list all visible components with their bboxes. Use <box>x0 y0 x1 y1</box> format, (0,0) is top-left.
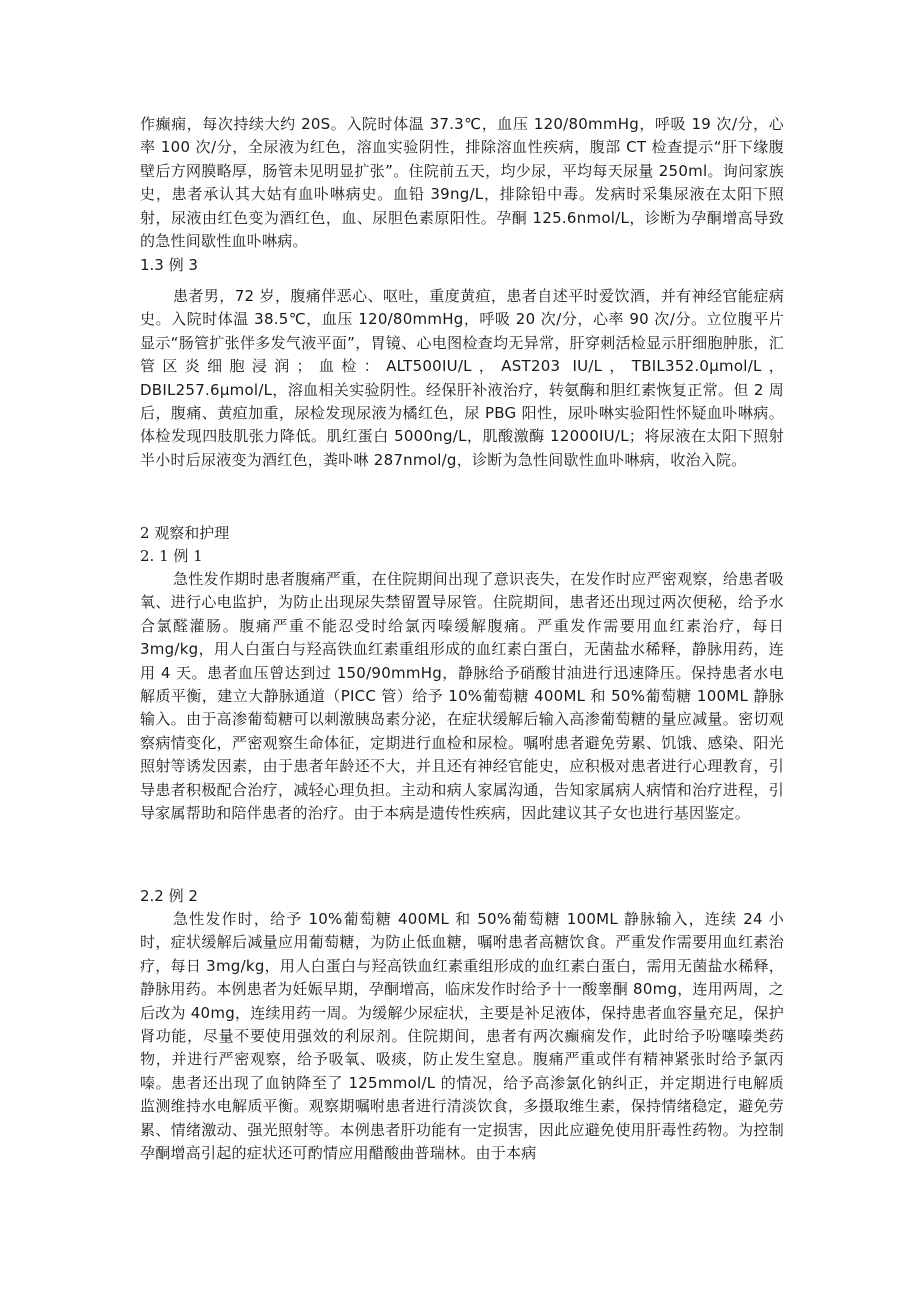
care1-heading-block <box>140 545 784 568</box>
section2-heading-block <box>140 522 784 545</box>
care1-heading: 2. 1 例 1 <box>140 547 203 565</box>
care1-paragraph: 急性发作期时患者腹痛严重，在住院期间出现了意识丧失，在发作时应严密观察，给患者吸氧、进行心电监护，为防止出现尿失禁留置导尿管。住院期间，患者还出现过两次便秘，给予水合氯醛灌肠。腹痛严重不能忍受时给氯丙嗪缓解腹痛。严重发作需要用血红素治疗，每日 3mg/kg，用人白蛋白与羟高铁血红素重组形成的血红素白蛋白，无菌盐水稀释，静脉用药，连用 4 天。患者血压曾达到过 150/90mmHg，静脉给予硝酸甘油进行迅速降压。保持患者水电解质平衡，建立大静脉通道（PICC 管）给予 10%葡萄糖 400ML 和 50%葡萄糖 100ML 静脉输入。由于高渗葡萄糖可以刺激胰岛素分泌，在症状缓解后输入高渗葡萄糖的量应减量。密切观察病情变化，严密观察生命体征，定期进行血检和尿检。嘱咐患者避免劳累、饥饿、感染、阳光照射等诱发因素，由于患者年龄还不大，并且还有神经官能史，应积极对患者进行心理教育，引导患者积极配合治疗，减轻心理负担。主动和病人家属沟通，告知家属病人病情和治疗进程，引导家属帮助和陪伴患者的治疗。由于本病是遗传性疾病，因此建议其子女也进行基因鉴定。 <box>140 570 784 823</box>
care2-heading: 2.2 例 2 <box>140 887 198 905</box>
case3-heading-block <box>140 254 784 277</box>
case3-paragraph: 患者男，72 岁，腹痛伴恶心、呕吐，重度黄疸，患者自述平时爱饮酒，并有神经官能症病史。入院时体温 38.5℃，血压 120/80mmHg，呼吸 20 次/分，心率 90 次/分。立位腹平片显示“肠管扩张伴多发气液平面”，胃镜、心电图检查均无异常，肝穿刺活检显示肝细胞肿胀，汇管区炎细胞浸润；血检：ALT500IU/L，AST203 IU/L，TBIL352.0μmol/L，DBIL257.6μmol/L，溶血相关实验阴性。经保肝补液治疗，转氨酶和胆红素恢复正常。但 2 周后，腹痛、黄疸加重，尿检发现尿液为橘红色，尿 PBG 阳性，尿卟啉实验阳性怀疑血卟啉病。体检发现四肢肌张力降低。肌红蛋白 5000ng/L，肌酸激酶 12000IU/L；将尿液在太阳下照射半小时后尿液变为酒红色，粪卟啉 287nmol/g，诊断为急性间歇性血卟啉病，收治入院。 <box>140 287 784 469</box>
care1-block <box>140 568 784 825</box>
care2-paragraph: 急性发作时，给予 10%葡萄糖 400ML 和 50%葡萄糖 100ML 静脉输入，连续 24 小时，症状缓解后减量应用葡萄糖，为防止低血糖，嘱咐患者高糖饮食。严重发作需要用血红素治疗，每日 3mg/kg，用人白蛋白与羟高铁血红素重组形成的血红素白蛋白，需用无菌盐水稀释，静脉用药。本例患者为妊娠早期，孕酮增高，临床发作时给予十一酸睾酮 80mg，连用两周，之后改为 40mg，连续用药一周。为缓解少尿症状，主要是补足液体，保持患者血容量充足，保护肾功能，尽量不要使用强效的利尿剂。住院期间，患者有两次癫痫发作，此时给予吩噻嗪类药物，并进行严密观察，给予吸氧、吸痰，防止发生窒息。腹痛严重或伴有精神紧张时给予氯丙嗪。患者还出现了血钠降至了 125mmol/L 的情况，给予高渗氯化钠纠正，并定期进行电解质监测维持水电解质平衡。观察期嘱咐患者进行清淡饮食，多摄取维生素，保持情绪稳定，避免劳累、情绪激动、强光照射等。本例患者肝功能有一定损害，因此应避免使用肝毒性药物。为控制孕酮增高引起的症状还可酌情应用醋酸曲普瑞林。由于本病 <box>140 910 784 1163</box>
care2-heading-block <box>140 885 784 908</box>
case2-tail-paragraph: 作癫痫，每次持续大约 20S。入院时体温 37.3℃，血压 120/80mmHg，呼吸 19 次/分，心率 100 次/分，全尿液为红色，溶血实验阴性，排除溶血性疾病，腹部 CT 检查提示“肝下缘腹壁后方网膜略厚，肠管未见明显扩张”。住院前五天，均少尿，平均每天尿量 250ml。询问家族史，患者承认其大姑有血卟啉病史。血铅 39ng/L，排除铅中毒。发病时采集尿液在太阳下照射，尿液由红色变为酒红色，血、尿胆色素原阳性。孕酮 125.6nmol/L，诊断为孕酮增高导致的急性间歇性血卟啉病。 <box>140 115 784 251</box>
section2-heading: 2 观察和护理 <box>140 524 230 542</box>
care2-block <box>140 908 784 1165</box>
case2-tail-block <box>140 113 784 253</box>
case3-heading: 1.3 例 3 <box>140 256 198 274</box>
case3-block <box>140 285 784 472</box>
